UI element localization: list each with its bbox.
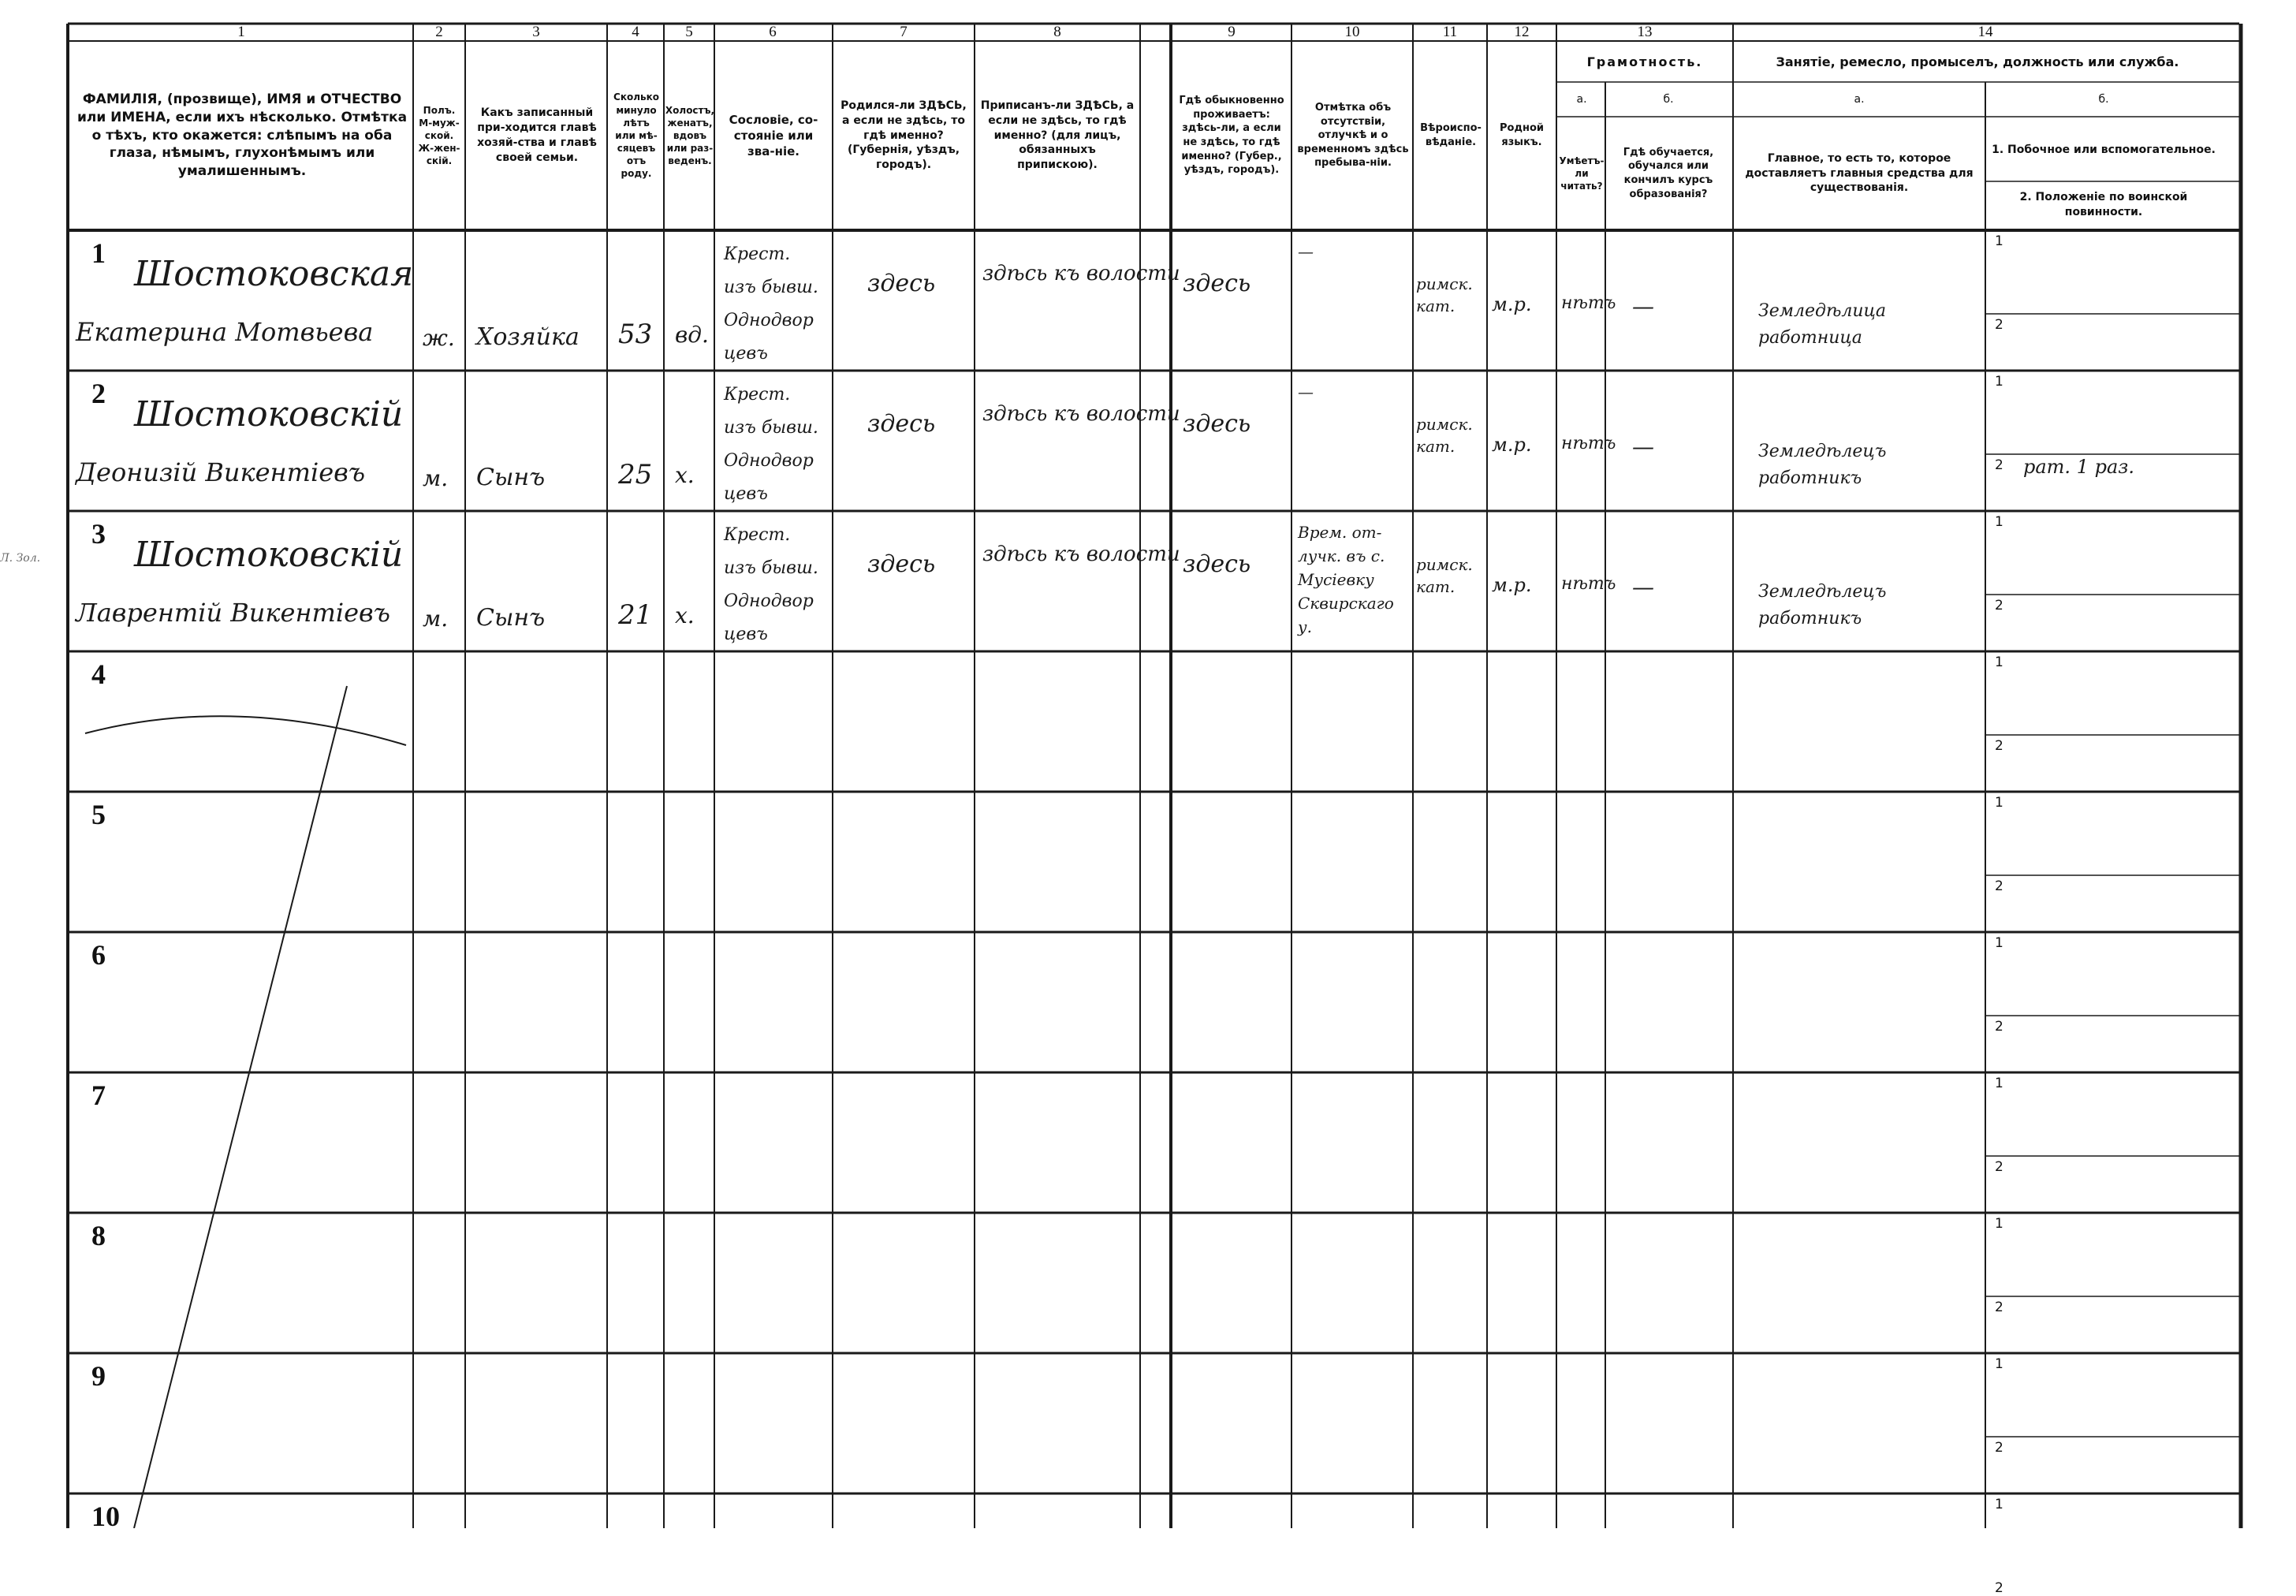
literate-text: нѣтъ (1561, 434, 1616, 453)
age-text: 53 (618, 319, 653, 350)
occupation-text: Земледѣлецъ работникъ (1758, 582, 1887, 628)
header-age: Сколько минуло лѣтъ или мѣ-сяцевъ отъ роду. (613, 91, 659, 180)
given-name-text: Лаврентій Викентіевъ (76, 598, 390, 628)
relation-text: Сынъ (476, 604, 546, 632)
marital-text: х. (675, 602, 695, 628)
sub-row-number: 1 (1995, 795, 2003, 811)
sub-row-number: 1 (1995, 1497, 2003, 1512)
sub-row-number: 2 (1995, 878, 2003, 894)
row-number: 10 (91, 1501, 120, 1532)
age-text: 21 (618, 599, 653, 631)
military-text: рат. 1 раз. (2023, 456, 2134, 478)
header-literacy-a-label: а. (1576, 92, 1587, 106)
side-mark: Л. Зол. (0, 552, 41, 565)
estate-text: Крест. изъ бывш. Однодвор цевъ (724, 244, 818, 364)
sub-row-number: 1 (1995, 1216, 2003, 1232)
sub-row-number: 1 (1995, 1076, 2003, 1091)
education-text: — (1632, 574, 1654, 600)
column-number: 3 (532, 24, 540, 40)
registered-text: здѣсь къ волости (982, 402, 1180, 426)
header-name: ФАМИЛІЯ, (прозвище), ИМЯ и ОТЧЕСТВО или ИМЕНА, если ихъ нѣсколько. Отмѣтка о тѣхъ, кто окажется: слѣпымъ на оба глаза, нѣмымъ, глухонѣмымъ или умалишеннымъ. (76, 91, 408, 180)
absence-text: Врем. от-лучк. въ с. Мусіевку Сквирскаго у. (1298, 523, 1394, 636)
sub-row-number: 1 (1995, 514, 2003, 530)
header-occupation: Занятіе, ремесло, промыселъ, должность или служба. (1776, 54, 2179, 70)
column-number: 1 (237, 24, 245, 40)
sub-row-number: 2 (1995, 1300, 2003, 1315)
sub-row-number: 2 (1995, 1440, 2003, 1456)
absence-text: — (1298, 382, 1314, 401)
column-number: 5 (685, 24, 693, 40)
column-number: 12 (1514, 24, 1530, 40)
header-relation: Какъ записанный при-ходится главѣ хозяй-ства и главѣ своей семьи. (477, 106, 597, 164)
sub-row-number: 1 (1995, 233, 2003, 249)
education-text: — (1632, 293, 1654, 319)
occupation-text: Земледѣлица работница (1758, 301, 1886, 348)
absence-text: — (1298, 242, 1314, 261)
header-secondary-occupation: 1. Побочное или вспомогательное. (1992, 143, 2216, 156)
header-literacy-b-label: б. (1663, 92, 1674, 106)
header-estate: Сословіе, со-стояніе или зва-ніе. (729, 112, 818, 159)
header-sex: Полъ. М-муж-ской. Ж-жен-скій. (418, 104, 460, 167)
religion-text: римск. кат. (1416, 415, 1473, 456)
sub-row-number: 2 (1995, 1019, 2003, 1035)
column-number: 11 (1442, 24, 1458, 40)
sub-row-number: 1 (1995, 654, 2003, 670)
sub-row-number: 2 (1995, 1159, 2003, 1175)
row-number: 6 (91, 939, 106, 971)
born-text: здесь (867, 270, 936, 297)
row-number: 5 (91, 799, 106, 830)
header-main-occupation: Главное, то есть то, которое доставляетъ главныя средства для существованія. (1745, 151, 1974, 195)
sex-text: м. (423, 465, 449, 491)
header-military-status: 2. Положеніе по воинской повинности. (2019, 191, 2188, 218)
column-number: 2 (435, 24, 443, 40)
residence-text: здесь (1183, 410, 1251, 438)
column-number: 4 (632, 24, 639, 40)
surname-text: Шостоковская (134, 254, 414, 294)
relation-text: Хозяйка (476, 323, 580, 351)
sub-row-number: 2 (1995, 317, 2003, 333)
column-number: 6 (769, 24, 777, 40)
row-number: 9 (91, 1360, 106, 1392)
header-occupation-a-label: а. (1854, 92, 1865, 106)
marital-text: вд. (675, 322, 709, 348)
education-text: — (1632, 434, 1654, 460)
header-education: Гдѣ обучается, обучался или кончилъ курсъ образованія? (1623, 146, 1714, 200)
born-text: здесь (867, 550, 936, 578)
header-occupation-b-label: б. (2098, 92, 2109, 106)
header-absence: Отмѣтка объ отсутствіи, отлучкѣ и о временномъ здѣсь пребыва-ніи. (1297, 102, 1409, 170)
surname-text: Шостоковскій (134, 394, 404, 434)
registered-text: здѣсь къ волости (982, 543, 1180, 566)
residence-text: здесь (1183, 550, 1251, 578)
row-number: 8 (91, 1220, 106, 1251)
sub-row-number: 2 (1995, 1580, 2003, 1596)
language-text: м.р. (1492, 293, 1532, 315)
sex-text: ж. (423, 325, 455, 351)
column-number: 14 (1977, 24, 1993, 40)
registered-text: здѣсь къ волости (982, 262, 1180, 285)
column-number: 7 (900, 24, 908, 40)
sub-row-number: 2 (1995, 738, 2003, 754)
residence-text: здесь (1183, 270, 1251, 297)
header-language: Родной языкъ. (1500, 122, 1544, 148)
strike-line (134, 686, 347, 1528)
given-name-text: Екатерина Мотвьева (76, 317, 374, 347)
column-number: 13 (1637, 24, 1653, 40)
occupation-text: Земледѣлецъ работникъ (1758, 442, 1887, 488)
row-number: 7 (91, 1080, 106, 1111)
religion-text: римск. кат. (1416, 274, 1473, 315)
surname-text: Шостоковскій (134, 535, 404, 575)
header-marital: Холостъ, женатъ, вдовъ или раз-веденъ. (665, 104, 715, 167)
row-number: 4 (91, 658, 106, 690)
sub-row-number: 1 (1995, 935, 2003, 951)
header-can-read: Умѣетъ-ли читать? (1559, 155, 1605, 192)
sub-row-number: 2 (1995, 457, 2003, 473)
language-text: м.р. (1492, 434, 1532, 456)
column-number: 9 (1228, 24, 1236, 40)
marital-text: х. (675, 462, 695, 488)
header-religion: Вѣроиспо-вѣданіе. (1420, 122, 1482, 148)
born-text: здесь (867, 410, 936, 438)
sub-row-number: 1 (1995, 1356, 2003, 1372)
estate-text: Крест. изъ бывш. Однодвор цевъ (724, 385, 818, 504)
header-literacy: Грамотность. (1586, 54, 1703, 70)
language-text: м.р. (1492, 574, 1532, 596)
literate-text: нѣтъ (1561, 293, 1616, 313)
given-name-text: Деонизій Викентіевъ (76, 457, 366, 487)
strike-arc (85, 716, 406, 745)
row-number: 3 (91, 518, 106, 550)
relation-text: Сынъ (476, 464, 546, 491)
row-number: 1 (91, 237, 106, 269)
column-number: 8 (1053, 24, 1061, 40)
sub-row-number: 2 (1995, 598, 2003, 613)
row-number: 2 (91, 378, 106, 409)
religion-text: римск. кат. (1416, 555, 1473, 596)
age-text: 25 (618, 459, 653, 490)
column-number: 10 (1344, 24, 1360, 40)
header-registered: Приписанъ-ли ЗДѢСЬ, а если не здѣсь, то гдѣ именно? (для лицъ, обязанныхъ припискою). (980, 99, 1135, 172)
header-residence: Гдѣ обыкновенно проживаетъ: здѣсь-ли, а если не здѣсь, то гдѣ именно? (Губер., уѣздъ, городъ). (1179, 95, 1284, 177)
estate-text: Крест. изъ бывш. Однодвор цевъ (724, 525, 818, 644)
header-born: Родился-ли ЗДѢСЬ, а если не здѣсь, то гдѣ именно? (Губернія, уѣздъ, городъ). (840, 99, 967, 172)
sub-row-number: 1 (1995, 374, 2003, 390)
literate-text: нѣтъ (1561, 574, 1616, 594)
sex-text: м. (423, 606, 449, 632)
